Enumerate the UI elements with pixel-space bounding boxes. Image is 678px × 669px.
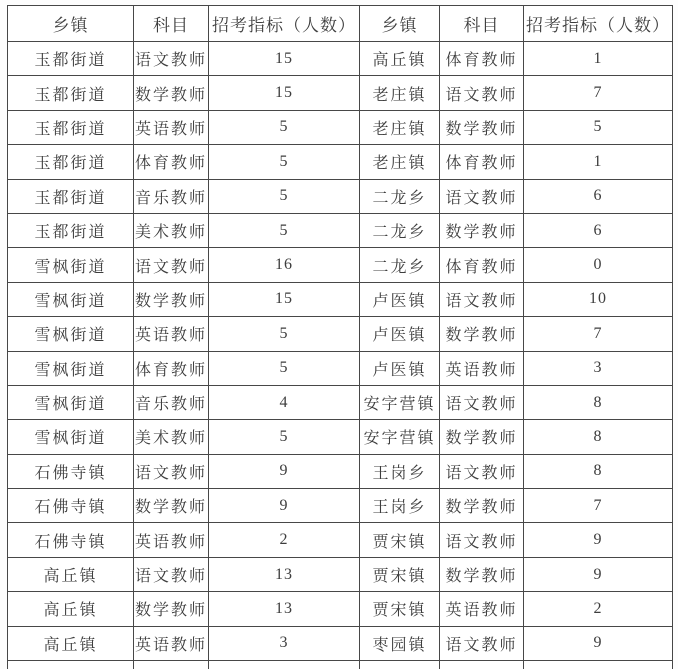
- township-cell: 老庄镇: [360, 145, 440, 179]
- township-cell: 雪枫街道: [8, 385, 134, 419]
- quota-cell: 7: [524, 489, 673, 523]
- township-cell: 玉都街道: [8, 42, 134, 76]
- table-row: [8, 626, 673, 660]
- quota-cell: 10: [524, 282, 673, 316]
- subject-cell: 英语教师: [134, 523, 209, 557]
- subject-cell: 语文教师: [440, 282, 524, 316]
- township-cell: 枣园镇: [360, 626, 440, 660]
- subject-cell: 英语教师: [440, 592, 524, 626]
- subject-cell: 数学教师: [134, 76, 209, 110]
- township-cell: 雪枫街道: [8, 282, 134, 316]
- quota-cell: 13: [209, 557, 360, 591]
- table-body: [8, 42, 673, 669]
- quota-cell: 5: [209, 145, 360, 179]
- empty-cell: [524, 661, 673, 669]
- header-row: [8, 6, 673, 42]
- quota-cell: 5: [524, 110, 673, 144]
- subject-cell: 体育教师: [440, 42, 524, 76]
- table-row: [8, 282, 673, 316]
- quota-cell: 6: [524, 213, 673, 247]
- quota-cell: 15: [209, 282, 360, 316]
- subject-cell: 英语教师: [440, 351, 524, 385]
- quota-cell: 2: [209, 523, 360, 557]
- township-cell: 石佛寺镇: [8, 523, 134, 557]
- township-cell: 卢医镇: [360, 282, 440, 316]
- subject-cell: 数学教师: [440, 557, 524, 591]
- quota-cell: 7: [524, 317, 673, 351]
- empty-cell: [440, 661, 524, 669]
- table-row: [8, 248, 673, 282]
- township-cell: 玉都街道: [8, 179, 134, 213]
- subject-cell: 语文教师: [134, 557, 209, 591]
- township-cell: 二龙乡: [360, 179, 440, 213]
- subject-cell: 数学教师: [134, 592, 209, 626]
- township-cell: 雪枫街道: [8, 351, 134, 385]
- subject-cell: 语文教师: [134, 454, 209, 488]
- quota-cell: 13: [209, 592, 360, 626]
- table-row: [8, 76, 673, 110]
- table-row: [8, 489, 673, 523]
- quota-cell: 16: [209, 248, 360, 282]
- subject-cell: 英语教师: [134, 317, 209, 351]
- township-cell: 石佛寺镇: [8, 454, 134, 488]
- empty-cell: [8, 661, 134, 669]
- quota-cell: 1: [524, 145, 673, 179]
- quota-cell: 1: [524, 42, 673, 76]
- township-cell: 老庄镇: [360, 110, 440, 144]
- subject-cell: 语文教师: [440, 454, 524, 488]
- subject-cell: 体育教师: [134, 145, 209, 179]
- quota-cell: 2: [524, 592, 673, 626]
- subject-cell: 英语教师: [134, 110, 209, 144]
- empty-cell: [209, 661, 360, 669]
- township-cell: 贾宋镇: [360, 523, 440, 557]
- header-township-left: 乡镇: [8, 6, 134, 42]
- table-row: [8, 42, 673, 76]
- township-cell: 雪枫街道: [8, 317, 134, 351]
- table-row: [8, 592, 673, 626]
- subject-cell: 音乐教师: [134, 179, 209, 213]
- township-cell: 石佛寺镇: [8, 489, 134, 523]
- quota-cell: 9: [209, 489, 360, 523]
- subject-cell: 语文教师: [440, 385, 524, 419]
- subject-cell: 数学教师: [440, 110, 524, 144]
- quota-cell: 8: [524, 385, 673, 419]
- subject-cell: 语文教师: [134, 248, 209, 282]
- subject-cell: 数学教师: [134, 489, 209, 523]
- township-cell: 玉都街道: [8, 145, 134, 179]
- township-cell: 高丘镇: [8, 626, 134, 660]
- quota-cell: 3: [209, 626, 360, 660]
- quota-cell: 0: [524, 248, 673, 282]
- township-cell: 贾宋镇: [360, 592, 440, 626]
- table-row: [8, 213, 673, 247]
- township-cell: 卢医镇: [360, 351, 440, 385]
- table-container: [7, 5, 674, 669]
- table-row: [8, 351, 673, 385]
- township-cell: 贾宋镇: [360, 557, 440, 591]
- township-cell: 高丘镇: [360, 42, 440, 76]
- table-row: [8, 454, 673, 488]
- township-cell: 安字营镇: [360, 385, 440, 419]
- table-row: [8, 179, 673, 213]
- quota-cell: 7: [524, 76, 673, 110]
- township-cell: 雪枫街道: [8, 248, 134, 282]
- township-cell: 王岗乡: [360, 489, 440, 523]
- subject-cell: 数学教师: [440, 489, 524, 523]
- quota-cell: 6: [524, 179, 673, 213]
- header-subject-left: 科目: [134, 6, 209, 42]
- quota-cell: 9: [524, 523, 673, 557]
- subject-cell: 数学教师: [440, 317, 524, 351]
- subject-cell: 数学教师: [440, 213, 524, 247]
- subject-cell: 语文教师: [440, 179, 524, 213]
- quota-cell: 5: [209, 110, 360, 144]
- subject-cell: 美术教师: [134, 420, 209, 454]
- quota-cell: 15: [209, 76, 360, 110]
- empty-cell: [360, 661, 440, 669]
- quota-cell: 9: [524, 557, 673, 591]
- subject-cell: 体育教师: [440, 248, 524, 282]
- quota-cell: 3: [524, 351, 673, 385]
- quota-cell: 8: [524, 454, 673, 488]
- subject-cell: 数学教师: [134, 282, 209, 316]
- table-row: [8, 557, 673, 591]
- township-cell: 二龙乡: [360, 248, 440, 282]
- township-cell: 二龙乡: [360, 213, 440, 247]
- subject-cell: 美术教师: [134, 213, 209, 247]
- table-row: [8, 317, 673, 351]
- quota-cell: 5: [209, 213, 360, 247]
- quota-cell: 4: [209, 385, 360, 419]
- header-subject-right: 科目: [440, 6, 524, 42]
- township-cell: 卢医镇: [360, 317, 440, 351]
- subject-cell: 英语教师: [134, 626, 209, 660]
- subject-cell: 语文教师: [134, 42, 209, 76]
- header-quota-right: 招考指标（人数）: [524, 6, 673, 42]
- township-cell: 安字营镇: [360, 420, 440, 454]
- township-cell: 玉都街道: [8, 213, 134, 247]
- quota-cell: 9: [209, 454, 360, 488]
- subject-cell: 数学教师: [440, 420, 524, 454]
- quota-cell: 8: [524, 420, 673, 454]
- quota-cell: 5: [209, 351, 360, 385]
- table-row: [8, 110, 673, 144]
- table-row: [8, 145, 673, 179]
- partial-row: [8, 661, 673, 669]
- subject-cell: 语文教师: [440, 76, 524, 110]
- table-row: [8, 523, 673, 557]
- township-cell: 王岗乡: [360, 454, 440, 488]
- recruitment-quota-table: [7, 5, 673, 669]
- subject-cell: 音乐教师: [134, 385, 209, 419]
- empty-cell: [134, 661, 209, 669]
- township-cell: 玉都街道: [8, 110, 134, 144]
- township-cell: 老庄镇: [360, 76, 440, 110]
- subject-cell: 体育教师: [440, 145, 524, 179]
- quota-cell: 9: [524, 626, 673, 660]
- subject-cell: 语文教师: [440, 523, 524, 557]
- subject-cell: 语文教师: [440, 626, 524, 660]
- township-cell: 玉都街道: [8, 76, 134, 110]
- header-quota-left: 招考指标（人数）: [209, 6, 360, 42]
- quota-cell: 15: [209, 42, 360, 76]
- subject-cell: 体育教师: [134, 351, 209, 385]
- header-township-right: 乡镇: [360, 6, 440, 42]
- township-cell: 雪枫街道: [8, 420, 134, 454]
- quota-cell: 5: [209, 317, 360, 351]
- table-row: [8, 385, 673, 419]
- township-cell: 高丘镇: [8, 592, 134, 626]
- township-cell: 高丘镇: [8, 557, 134, 591]
- quota-cell: 5: [209, 179, 360, 213]
- table-row: [8, 420, 673, 454]
- quota-cell: 5: [209, 420, 360, 454]
